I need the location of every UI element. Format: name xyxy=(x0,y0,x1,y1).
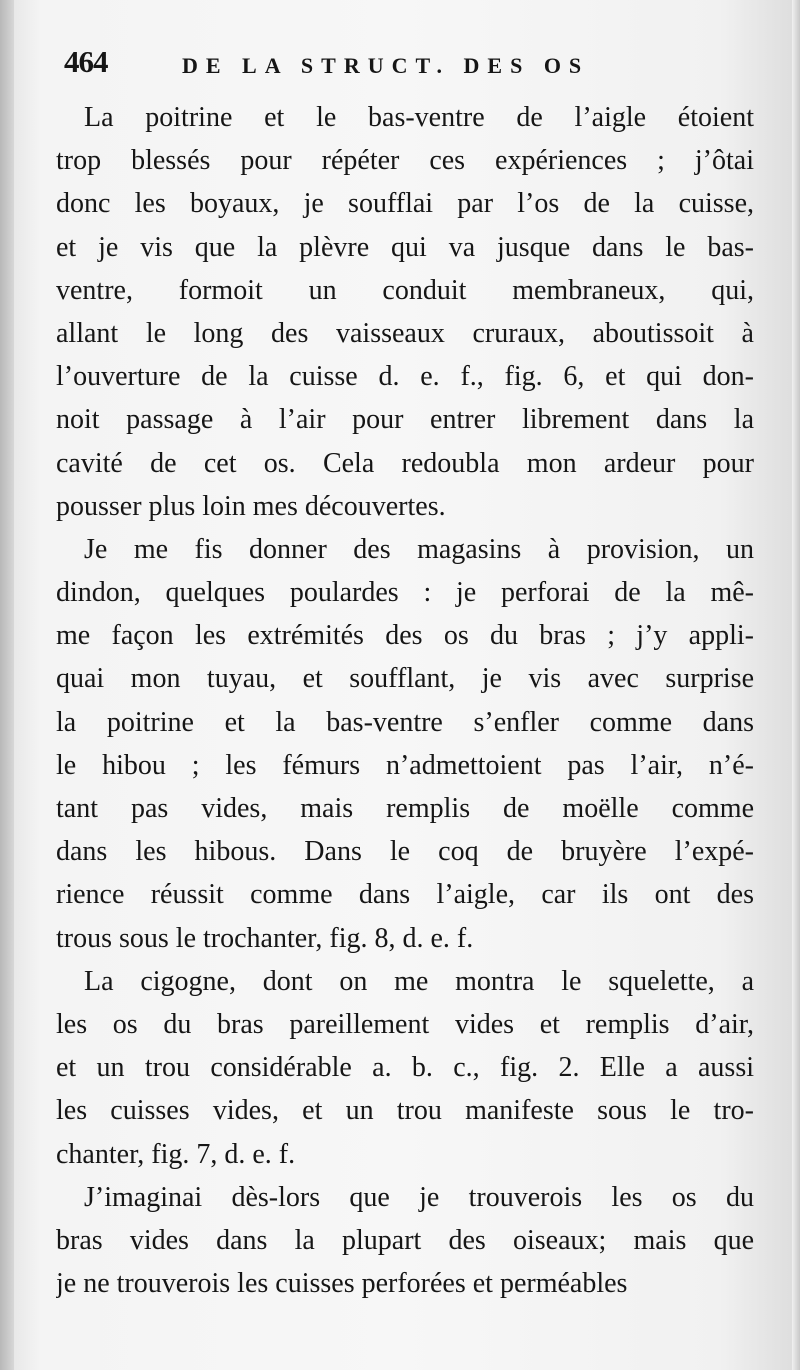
text-line: et je vis que la plèvre qui va jusque dans le bas- xyxy=(56,231,754,263)
text-line: Je me fis donner des magasins à provision, un xyxy=(84,533,754,565)
text-line: allant le long des vaisseaux cruraux, aboutissoit à xyxy=(56,317,754,349)
page-header xyxy=(64,40,754,88)
text-line: l’ouverture de la cuisse d. e. f., fig. 6, et qui don- xyxy=(56,361,754,393)
text-line: pousser plus loin mes découvertes. xyxy=(56,490,446,522)
text-line: quai mon tuyau, et soufflant, je vis avec surprise xyxy=(56,663,754,695)
text-line: J’imaginai dès-lors que je trouverois les os du xyxy=(84,1181,754,1213)
text-line: rience réussit comme dans l’aigle, car ils ont des xyxy=(56,879,754,911)
text-line: dans les hibous. Dans le coq de bruyère l’expé- xyxy=(56,836,754,868)
text-line: trous sous le trochanter, fig. 8, d. e. f. xyxy=(56,922,474,954)
text-line: tant pas vides, mais remplis de moëlle comme xyxy=(56,793,754,824)
text-line: bras vides dans la plupart des oiseaux; mais que xyxy=(56,1224,754,1256)
text-line: dindon, quelques poulardes : je perforai de la mê- xyxy=(56,577,754,609)
text-line: La cigogne, dont on me montra le squelette, a xyxy=(84,965,754,997)
text-line: noit passage à l’air pour entrer librement dans la xyxy=(56,404,754,436)
text-line: et un trou considérable a. b. c., fig. 2. Elle a aussi xyxy=(56,1052,754,1084)
text-line: trop blessés pour répéter ces expériences ; j’ôtai xyxy=(56,145,754,177)
text-line: chanter, fig. 7, d. e. f. xyxy=(56,1138,296,1170)
text-line: je ne trouverois les cuisses perforées et perméables xyxy=(56,1268,628,1300)
text-line: La poitrine et le bas-ventre de l’aigle étoient xyxy=(84,102,754,133)
text-line: donc les boyaux, je soufflai par l’os de la cuisse, xyxy=(56,188,754,220)
text-line: cavité de cet os. Cela redoubla mon ardeur pour xyxy=(56,447,754,479)
text-line: me façon les extrémités des os du bras ; j’y appli- xyxy=(56,620,754,652)
text-line: les cuisses vides, et un trou manifeste sous le tro- xyxy=(56,1095,754,1127)
text-line: les os du bras pareillement vides et remplis d’air, xyxy=(56,1008,754,1040)
body-text xyxy=(56,96,754,1326)
text-line: le hibou ; les fémurs n’admettoient pas l’air, n’é- xyxy=(56,749,754,781)
page-number: 464 xyxy=(64,44,108,79)
running-head: DE LA STRUCT. DES OS xyxy=(182,53,590,78)
text-line: la poitrine et la bas-ventre s’enfler comme dans xyxy=(56,706,754,738)
text-line: ventre, formoit un conduit membraneux, qui, xyxy=(56,274,754,306)
